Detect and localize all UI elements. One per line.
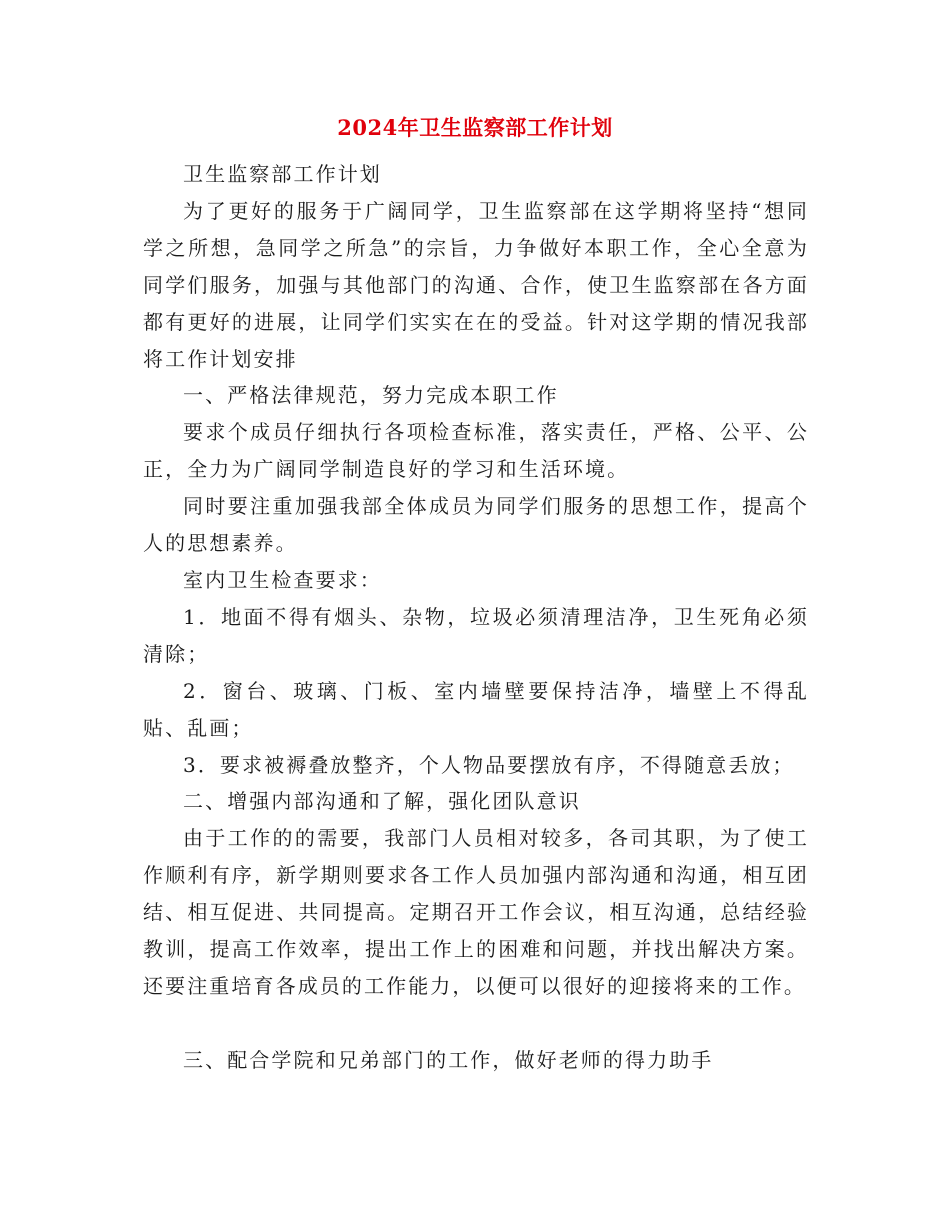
document-title: 2024年卫生监察部工作计划: [337, 115, 613, 140]
list-item: 2．窗台、玻璃、门板、室内墙壁要保持洁净，墙壁上不得乱贴、乱画；: [143, 678, 809, 740]
section-heading-3: 三、配合学院和兄弟部门的工作，做好老师的得力助手: [183, 1047, 714, 1072]
paragraph-requirements-label: 室内卫生检查要求：: [183, 567, 382, 592]
paragraph-intro: 为了更好的服务于广阔同学，卫生监察部在这学期将坚持“想同学之所想，急同学之所急”的宗旨，力争做好本职工作，全心全意为同学们服务，加强与其他部门的沟通、合作，使卫生监察部在各方面都有更好的进展，让同学们实实在在的受益。针对这学期的情况我部将工作计划安排: [143, 198, 809, 371]
document-body: [143, 156, 809, 1079]
list-item: 1．地面不得有烟头、杂物，垃圾必须清理洁净，卫生死角必须清除；: [143, 604, 809, 666]
list-item: 3．要求被褥叠放整齐，个人物品要摆放有序，不得随意丢放；: [183, 752, 795, 777]
section-heading-2: 二、增强内部沟通和了解，强化团队意识: [183, 789, 581, 814]
paragraph: 同时要注重加强我部全体成员为同学们服务的思想工作，提高个人的思想素养。: [143, 494, 809, 556]
paragraph: 由于工作的的需要，我部门人员相对较多，各司其职，为了使工作顺利有序，新学期则要求各工作人员加强内部沟通和沟通，相互团结、相互促进、共同提高。定期召开工作会议，相互沟通，总结经验教训，提高工作效率，提出工作上的困难和问题，并找出解决方案。还要注重培育各成员的工作能力，以便可以很好的迎接将来的工作。: [143, 826, 809, 998]
section-heading-1: 一、严格法律规范，努力完成本职工作: [183, 383, 559, 408]
paragraph-subtitle: 卫生监察部工作计划: [183, 162, 382, 186]
blank-line: [143, 1005, 809, 1042]
paragraph: 要求个成员仔细执行各项检查标准，落实责任，严格、公平、公正，全力为广阔同学制造良好的学习和生活环境。: [143, 420, 809, 482]
